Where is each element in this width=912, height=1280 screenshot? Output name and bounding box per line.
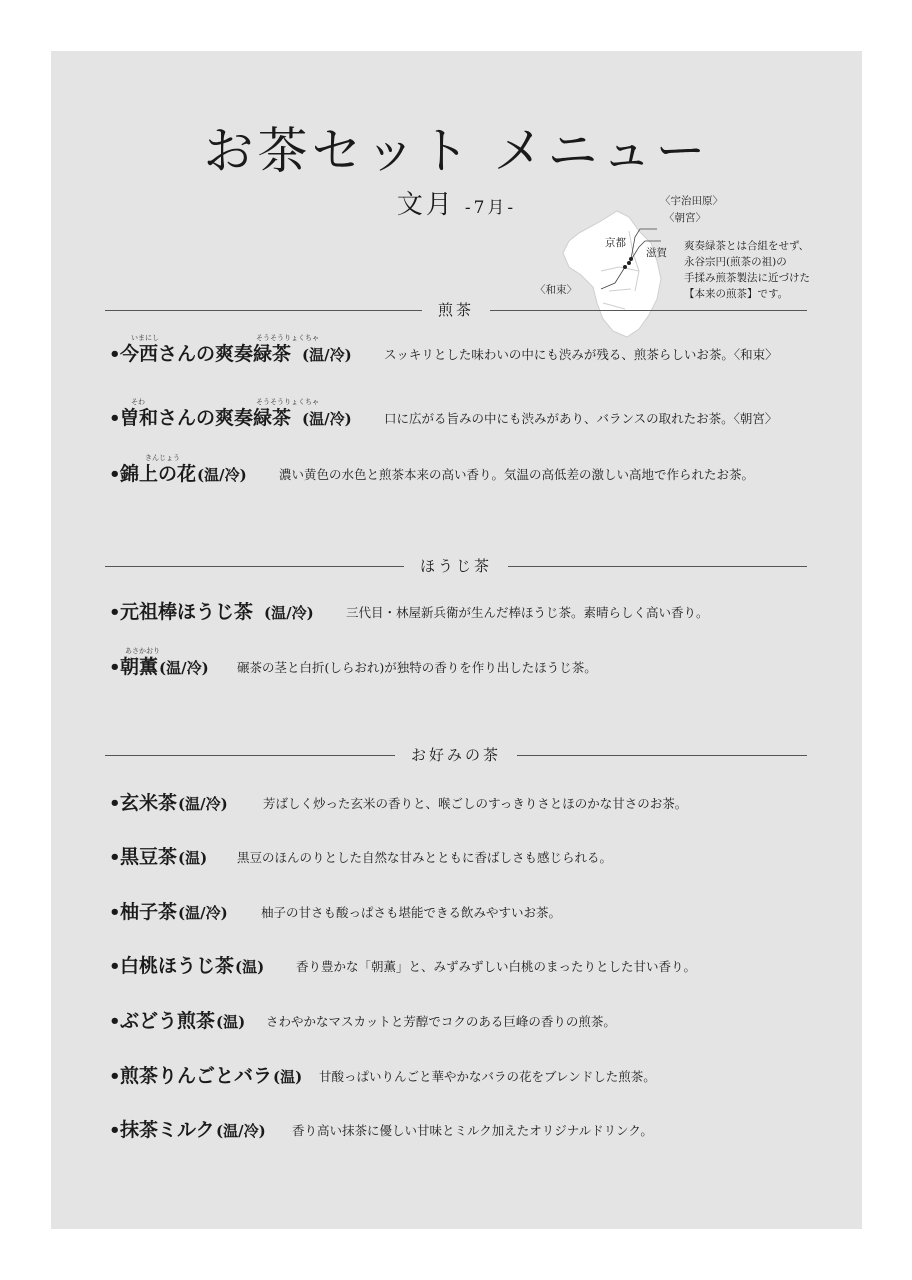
menu-item: あさかおり • 朝薫 (温/冷) 碾茶の茎と白折(しらおれ)が独特の香りを作り出したほうじ茶。 [109, 647, 597, 678]
item-desc: 碾茶の茎と白折(しらおれ)が独特の香りを作り出したほうじ茶。 [237, 660, 597, 675]
label-shiga: 滋賀 [646, 247, 667, 259]
menu-sheet [51, 51, 862, 1229]
item-temp: (温/冷) [159, 659, 209, 677]
item-name: 白桃ほうじ茶 [120, 955, 235, 977]
sousou-ryokucha-note: 爽奏緑茶とは合組をせず、 永谷宗円(煎茶の祖)の 手揉み煎茶製法に近づけた 【本来の煎茶】です。 [684, 240, 810, 300]
item-name: 黒豆茶 [120, 846, 178, 868]
page-title: お茶セット メニュー [203, 122, 710, 180]
item-name: 煎茶りんごとバラ [120, 1065, 273, 1087]
ruby: きんじょう [145, 454, 180, 462]
item-desc: さわやかなマスカットと芳醇でコクのある巨峰の香りの煎茶。 [266, 1014, 616, 1029]
ruby: そわ [131, 398, 145, 406]
item-temp: (温/冷) [302, 346, 352, 364]
menu-item: • 玄米茶 (温/冷) 芳ばしく炒った玄米の香りと、喉ごしのすっきりさとほのかな甘さのお茶。 [109, 792, 688, 814]
item-temp: (温) [273, 1068, 303, 1086]
item-desc: 黒豆のほんのりとした自然な甘みとともに香ばしさも感じられる。 [237, 850, 613, 865]
item-desc: 甘酸っぱいりんごと華やかなバラの花をブレンドした煎茶。 [319, 1069, 656, 1084]
item-desc: 口に広がる旨みの中にも渋みがあり、バランスの取れたお茶。〈朝宮〉 [384, 411, 778, 426]
item-name: ぶどう煎茶 [120, 1010, 216, 1032]
item-desc: 香り高い抹茶に優しい甘味とミルク加えたオリジナルドリンク。 [292, 1123, 653, 1138]
item-desc: 柚子の甘さも酸っぱさも堪能できる飲みやすいお茶。 [261, 905, 562, 920]
label-asamiya: 〈朝宮〉 [664, 212, 706, 224]
menu-item: • 黒豆茶 (温) 黒豆のほんのりとした自然な甘みとともに香ばしさも感じられる。 [109, 846, 613, 868]
item-temp: (温/冷) [302, 410, 352, 428]
section-divider-houjicha [105, 557, 807, 575]
label-wazuka: 〈和束〉 [535, 284, 577, 296]
item-temp: (温) [178, 849, 208, 867]
item-name: 錦上の花 [120, 463, 197, 485]
menu-item: • 柚子茶 (温/冷) 柚子の甘さも酸っぱさも堪能できる飲みやすいお茶。 [109, 901, 562, 923]
menu-item: • 抹茶ミルク (温/冷) 香り高い抹茶に優しい甘味とミルク加えたオリジナルドリンク。 [109, 1119, 653, 1141]
menu-item: • 白桃ほうじ茶 (温) 香り豊かな「朝薫」と、みずみずしい白桃のまったりとした甘い香り。 [109, 955, 697, 977]
item-temp: (温/冷) [264, 604, 314, 622]
section-title: ほうじ茶 [404, 557, 508, 575]
item-temp: (温/冷) [178, 795, 228, 813]
item-name: 曽和さんの爽奏緑茶 [120, 407, 292, 429]
item-temp: (温) [216, 1013, 246, 1031]
month-name: 文月 [396, 190, 455, 220]
section-title: 煎茶 [422, 301, 490, 319]
menu-item: いまにし そうそうりょくちゃ • 今西さんの爽奏緑茶 (温/冷) スッキリとした味わいの中にも渋みが残る、煎茶らしいお茶。〈和束〉 [109, 334, 778, 365]
item-temp: (温/冷) [178, 904, 228, 922]
ruby: あさかおり [125, 647, 160, 655]
item-name: 今西さんの爽奏緑茶 [120, 343, 292, 365]
ruby: そうそうりょくちゃ [256, 334, 319, 342]
ruby: いまにし [131, 334, 159, 342]
item-desc: 三代目・林屋新兵衛が生んだ棒ほうじ茶。素晴らしく高い香り。 [346, 605, 709, 620]
item-temp: (温/冷) [216, 1122, 266, 1140]
item-name: 柚子茶 [120, 901, 178, 923]
menu-item: きんじょう • 錦上の花 (温/冷) 濃い黄色の水色と煎茶本来の高い香り。気温の高低差の激しい高地で作られたお茶。 [109, 454, 755, 485]
ruby: そうそうりょくちゃ [256, 398, 319, 406]
item-name: 抹茶ミルク [120, 1119, 215, 1141]
item-temp: (温) [235, 958, 265, 976]
section-title: お好みの茶 [395, 746, 517, 764]
label-kyoto: 京都 [605, 237, 626, 249]
menu-item: そわ そうそうりょくちゃ • 曽和さんの爽奏緑茶 (温/冷) 口に広がる旨みの中にも渋みがあり、バランスの取れたお茶。〈朝宮〉 [109, 398, 778, 429]
item-name: 元祖棒ほうじ茶 [120, 601, 254, 623]
item-name: 朝薫 [120, 656, 159, 678]
item-name: 玄米茶 [120, 792, 178, 814]
label-ujitawara: 〈宇治田原〉 [660, 195, 723, 207]
menu-item: • 元祖棒ほうじ茶 (温/冷) 三代目・林屋新兵衛が生んだ棒ほうじ茶。素晴らしく高い香り。 [109, 601, 709, 623]
section-divider-okonomi [105, 746, 807, 764]
menu-item: • 煎茶りんごとバラ (温) 甘酸っぱいりんごと華やかなバラの花をブレンドした煎茶。 [109, 1065, 656, 1087]
section-divider-sencha [105, 301, 807, 319]
item-desc: 濃い黄色の水色と煎茶本来の高い香り。気温の高低差の激しい高地で作られたお茶。 [279, 467, 755, 482]
menu-item: • ぶどう煎茶 (温) さわやかなマスカットと芳醇でコクのある巨峰の香りの煎茶。 [109, 1010, 616, 1032]
item-desc: スッキリとした味わいの中にも渋みが残る、煎茶らしいお茶。〈和束〉 [384, 347, 778, 362]
item-desc: 芳ばしく炒った玄米の香りと、喉ごしのすっきりさとほのかな甘さのお茶。 [263, 796, 688, 811]
month-sub: -7月- [464, 198, 517, 218]
item-desc: 香り豊かな「朝薫」と、みずみずしい白桃のまったりとした甘い香り。 [296, 959, 697, 974]
item-temp: (温/冷) [197, 466, 247, 484]
